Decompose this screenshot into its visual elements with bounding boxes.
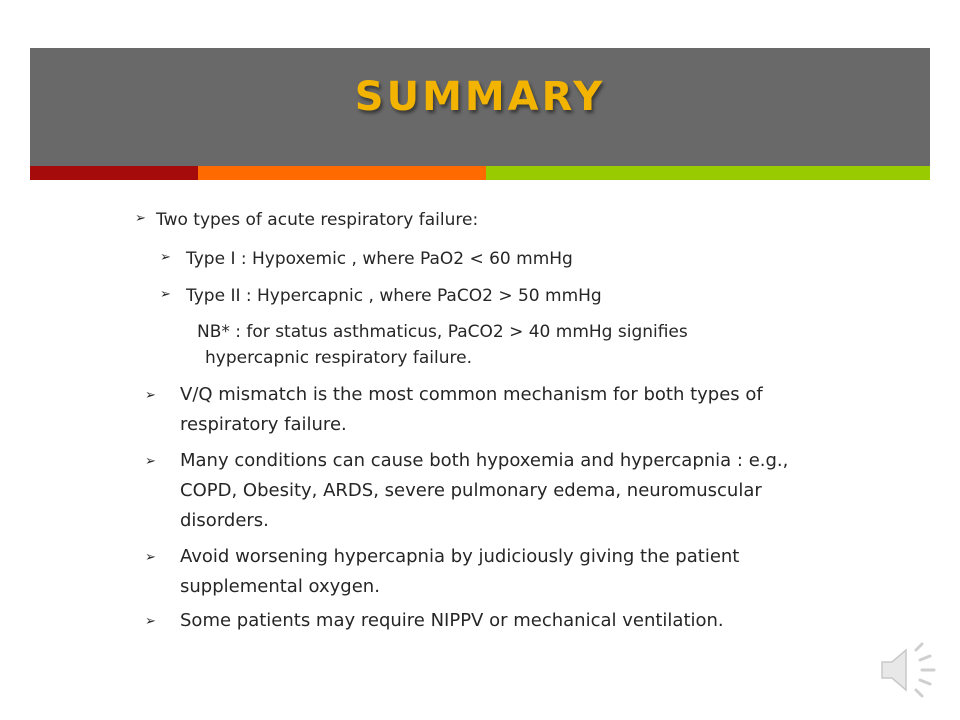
bullet-text: supplemental oxygen.: [180, 576, 380, 597]
speaker-icon[interactable]: [876, 640, 944, 700]
accent-stripe-red: [30, 166, 198, 180]
bullet-arrow-icon: ➢: [145, 614, 156, 629]
bullet-arrow-icon: ➢: [135, 211, 146, 226]
bullet-text: Many conditions can cause both hypoxemia and hypercapnia : e.g.,: [180, 450, 789, 471]
bullet-arrow-icon: ➢: [145, 550, 156, 565]
accent-stripe-green: [486, 166, 930, 180]
accent-stripe-orange: [198, 166, 486, 180]
note-text: NB* : for status asthmaticus, PaCO2 > 40 mmHg signifies: [197, 322, 688, 342]
sub-bullet-text: Type I : Hypoxemic , where PaO2 < 60 mmHg: [186, 249, 573, 269]
bullet-text: Some patients may require NIPPV or mechanical ventilation.: [180, 610, 724, 631]
bullet-text: V/Q mismatch is the most common mechanism for both types of: [180, 384, 763, 405]
bullet-arrow-icon: ➢: [145, 454, 156, 469]
sub-bullet-text: Type II : Hypercapnic , where PaCO2 > 50 mmHg: [186, 286, 602, 306]
bullet-text: COPD, Obesity, ARDS, severe pulmonary edema, neuromuscular: [180, 480, 762, 501]
bullet-arrow-icon: ➢: [160, 287, 171, 302]
note-text: hypercapnic respiratory failure.: [205, 348, 472, 368]
slide-title: SUMMARY: [354, 74, 606, 120]
bullet-arrow-icon: ➢: [145, 388, 156, 403]
bullet-text: Avoid worsening hypercapnia by judiciously giving the patient: [180, 546, 740, 567]
bullet-arrow-icon: ➢: [160, 250, 171, 265]
bullet-text: Two types of acute respiratory failure:: [156, 210, 479, 230]
bullet-text: respiratory failure.: [180, 414, 347, 435]
bullet-text: disorders.: [180, 510, 269, 531]
